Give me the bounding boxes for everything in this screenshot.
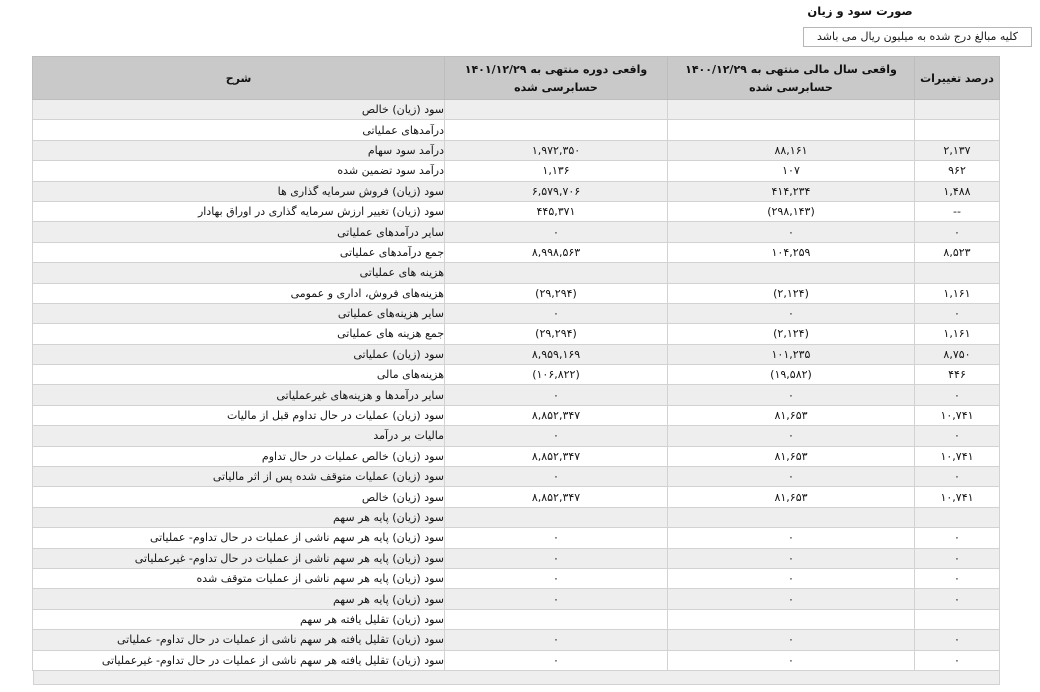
cell-row-description: سود (زیان) تقلیل یافته هر سهم ناشی از عملیات در حال تداوم- غیرعملیاتی xyxy=(33,650,445,670)
table-header xyxy=(33,57,1000,100)
cell-current-period: ۰ xyxy=(445,467,668,487)
table-row xyxy=(33,487,1000,507)
table-footer-strip xyxy=(33,671,1000,685)
column-header-description: شرح xyxy=(33,57,445,100)
cell-row-description: سود (زیان) عملیاتی xyxy=(33,344,445,364)
cell-row-description: هزینه‌های فروش، اداری و عمومی xyxy=(33,283,445,303)
page-title: صورت سود و زیان xyxy=(807,4,913,18)
cell-previous-period: ۸۱,۶۵۳ xyxy=(668,487,915,507)
cell-current-period: ۰ xyxy=(445,548,668,568)
cell-previous-period: (۲۹۸,۱۴۳) xyxy=(668,201,915,221)
cell-current-period: ۴۴۵,۳۷۱ xyxy=(445,201,668,221)
cell-row-description: جمع درآمدهای عملیاتی xyxy=(33,242,445,262)
cell-row-description: سود (زیان) تغییر ارزش سرمایه گذاری در اوراق بهادار xyxy=(33,201,445,221)
cell-row-description: جمع هزینه های عملیاتی xyxy=(33,324,445,344)
cell-percent-change: ۱,۱۶۱ xyxy=(915,283,1000,303)
table-row xyxy=(33,467,1000,487)
cell-percent-change: ۹۶۲ xyxy=(915,161,1000,181)
page-header xyxy=(0,0,1040,55)
cell-row-description: سود (زیان) پایه هر سهم ناشی از عملیات متوقف شده xyxy=(33,568,445,588)
column-header-pct: درصد تغییرات xyxy=(915,57,1000,100)
table-row xyxy=(33,405,1000,425)
cell-current-period xyxy=(445,120,668,140)
cell-previous-period: ۸۱,۶۵۳ xyxy=(668,446,915,466)
table-body xyxy=(33,100,1000,671)
cell-row-description: سایر درآمدها و هزینه‌های غیرعملیاتی xyxy=(33,385,445,405)
cell-percent-change: ۰ xyxy=(915,426,1000,446)
cell-percent-change: -- xyxy=(915,201,1000,221)
table-row xyxy=(33,263,1000,283)
cell-row-description: درآمدهای عملیاتی xyxy=(33,120,445,140)
cell-row-description: سود (زیان) فروش سرمایه گذاری ها xyxy=(33,181,445,201)
table-row xyxy=(33,344,1000,364)
table-row xyxy=(33,528,1000,548)
cell-current-period: ۰ xyxy=(445,222,668,242)
cell-current-period: (۲۹,۲۹۴) xyxy=(445,283,668,303)
cell-row-description: مالیات بر درآمد xyxy=(33,426,445,446)
income-statement-table xyxy=(32,56,1000,671)
cell-previous-period xyxy=(668,609,915,629)
cell-percent-change: ۰ xyxy=(915,589,1000,609)
cell-previous-period: ۰ xyxy=(668,385,915,405)
cell-previous-period xyxy=(668,120,915,140)
cell-previous-period: ۰ xyxy=(668,589,915,609)
cell-previous-period: ۰ xyxy=(668,568,915,588)
cell-percent-change: ۰ xyxy=(915,548,1000,568)
table-row xyxy=(33,609,1000,629)
cell-current-period: ۶,۵۷۹,۷۰۶ xyxy=(445,181,668,201)
cell-current-period xyxy=(445,609,668,629)
cell-percent-change xyxy=(915,507,1000,527)
units-note: کلیه مبالغ درج شده به میلیون ریال می باشد xyxy=(803,27,1032,47)
table-row xyxy=(33,222,1000,242)
cell-row-description: سود (زیان) تقلیل یافته هر سهم xyxy=(33,609,445,629)
column-header-previous: واقعی سال مالی منتهی به ۱۴۰۰/۱۲/۲۹ حسابرسی شده xyxy=(668,57,915,100)
cell-previous-period: ۱۰۷ xyxy=(668,161,915,181)
table-row xyxy=(33,650,1000,670)
cell-row-description: سود (زیان) پایه هر سهم ناشی از عملیات در حال تداوم- غیرعملیاتی xyxy=(33,548,445,568)
cell-current-period: ۱,۹۷۲,۳۵۰ xyxy=(445,140,668,160)
cell-percent-change: ۱۰,۷۴۱ xyxy=(915,446,1000,466)
cell-row-description: سود (زیان) خالص xyxy=(33,487,445,507)
table-row xyxy=(33,201,1000,221)
cell-percent-change xyxy=(915,100,1000,120)
table-row xyxy=(33,426,1000,446)
cell-row-description: سود (زیان) خالص عملیات در حال تداوم xyxy=(33,446,445,466)
cell-current-period: ۰ xyxy=(445,568,668,588)
cell-previous-period: ۱۰۴,۲۵۹ xyxy=(668,242,915,262)
cell-row-description: سود (زیان) پایه هر سهم xyxy=(33,507,445,527)
cell-previous-period: ۰ xyxy=(668,222,915,242)
cell-previous-period: ۰ xyxy=(668,426,915,446)
table-row xyxy=(33,507,1000,527)
cell-previous-period: (۱۹,۵۸۲) xyxy=(668,365,915,385)
table-row xyxy=(33,365,1000,385)
cell-previous-period: ۰ xyxy=(668,528,915,548)
cell-current-period xyxy=(445,100,668,120)
cell-previous-period: ۸۱,۶۵۳ xyxy=(668,405,915,425)
cell-percent-change: ۰ xyxy=(915,222,1000,242)
cell-percent-change: ۰ xyxy=(915,630,1000,650)
cell-current-period: (۱۰۶,۸۲۲) xyxy=(445,365,668,385)
table-row xyxy=(33,630,1000,650)
cell-previous-period xyxy=(668,263,915,283)
cell-previous-period: ۰ xyxy=(668,303,915,323)
cell-percent-change: ۱۰,۷۴۱ xyxy=(915,405,1000,425)
cell-current-period: ۱,۱۳۶ xyxy=(445,161,668,181)
table-row xyxy=(33,324,1000,344)
cell-previous-period: ۰ xyxy=(668,650,915,670)
table-row xyxy=(33,181,1000,201)
cell-row-description: سود (زیان) پایه هر سهم xyxy=(33,589,445,609)
cell-row-description: درآمد سود تضمین شده xyxy=(33,161,445,181)
cell-row-description: هزینه‌های مالی xyxy=(33,365,445,385)
cell-percent-change: ۱,۴۸۸ xyxy=(915,181,1000,201)
table-row xyxy=(33,303,1000,323)
cell-previous-period: ۰ xyxy=(668,630,915,650)
cell-previous-period xyxy=(668,100,915,120)
cell-current-period: ۰ xyxy=(445,650,668,670)
cell-row-description: سود (زیان) عملیات متوقف شده پس از اثر مالیاتی xyxy=(33,467,445,487)
cell-percent-change: ۴۴۶ xyxy=(915,365,1000,385)
cell-current-period: ۸,۹۹۸,۵۶۳ xyxy=(445,242,668,262)
column-header-current: واقعی دوره منتهی به ۱۴۰۱/۱۲/۲۹ حسابرسی شده xyxy=(445,57,668,100)
cell-current-period: (۲۹,۲۹۴) xyxy=(445,324,668,344)
cell-percent-change xyxy=(915,609,1000,629)
cell-previous-period: ۴۱۴,۲۳۴ xyxy=(668,181,915,201)
cell-percent-change: ۸,۵۲۳ xyxy=(915,242,1000,262)
table-row xyxy=(33,140,1000,160)
cell-previous-period: ۰ xyxy=(668,467,915,487)
table-row xyxy=(33,589,1000,609)
cell-current-period xyxy=(445,507,668,527)
cell-row-description: هزینه های عملیاتی xyxy=(33,263,445,283)
cell-previous-period: (۲,۱۲۴) xyxy=(668,324,915,344)
cell-current-period: ۰ xyxy=(445,589,668,609)
table-row xyxy=(33,120,1000,140)
cell-current-period: ۰ xyxy=(445,426,668,446)
cell-percent-change: ۲,۱۳۷ xyxy=(915,140,1000,160)
cell-previous-period xyxy=(668,507,915,527)
cell-row-description: سود (زیان) خالص xyxy=(33,100,445,120)
cell-previous-period: ۰ xyxy=(668,548,915,568)
cell-row-description: سایر هزینه‌های عملیاتی xyxy=(33,303,445,323)
cell-percent-change: ۰ xyxy=(915,303,1000,323)
table-header-row xyxy=(33,57,1000,100)
cell-percent-change xyxy=(915,120,1000,140)
cell-current-period: ۰ xyxy=(445,303,668,323)
cell-percent-change: ۰ xyxy=(915,568,1000,588)
cell-previous-period: ۱۰۱,۲۳۵ xyxy=(668,344,915,364)
table-row xyxy=(33,161,1000,181)
income-statement-table-container xyxy=(33,56,1000,671)
cell-percent-change: ۰ xyxy=(915,467,1000,487)
cell-current-period: ۰ xyxy=(445,385,668,405)
cell-row-description: سود (زیان) پایه هر سهم ناشی از عملیات در حال تداوم- عملیاتی xyxy=(33,528,445,548)
table-row xyxy=(33,568,1000,588)
table-row xyxy=(33,283,1000,303)
table-row xyxy=(33,242,1000,262)
cell-current-period: ۸,۸۵۲,۳۴۷ xyxy=(445,446,668,466)
cell-percent-change: ۰ xyxy=(915,528,1000,548)
table-row xyxy=(33,446,1000,466)
cell-current-period: ۸,۸۵۲,۳۴۷ xyxy=(445,487,668,507)
cell-percent-change xyxy=(915,263,1000,283)
table-row xyxy=(33,548,1000,568)
cell-row-description: سود (زیان) تقلیل یافته هر سهم ناشی از عملیات در حال تداوم- عملیاتی xyxy=(33,630,445,650)
table-row xyxy=(33,100,1000,120)
cell-row-description: درآمد سود سهام xyxy=(33,140,445,160)
cell-percent-change: ۰ xyxy=(915,650,1000,670)
cell-previous-period: ۸۸,۱۶۱ xyxy=(668,140,915,160)
cell-percent-change: ۰ xyxy=(915,385,1000,405)
cell-row-description: سود (زیان) عملیات در حال تداوم قبل از مالیات xyxy=(33,405,445,425)
cell-percent-change: ۱۰,۷۴۱ xyxy=(915,487,1000,507)
cell-row-description: سایر درآمدهای عملیاتی xyxy=(33,222,445,242)
cell-current-period: ۸,۸۵۲,۳۴۷ xyxy=(445,405,668,425)
cell-current-period: ۰ xyxy=(445,630,668,650)
table-row xyxy=(33,385,1000,405)
cell-previous-period: (۲,۱۲۴) xyxy=(668,283,915,303)
cell-current-period: ۰ xyxy=(445,528,668,548)
cell-percent-change: ۸,۷۵۰ xyxy=(915,344,1000,364)
cell-current-period: ۸,۹۵۹,۱۶۹ xyxy=(445,344,668,364)
cell-current-period xyxy=(445,263,668,283)
cell-percent-change: ۱,۱۶۱ xyxy=(915,324,1000,344)
